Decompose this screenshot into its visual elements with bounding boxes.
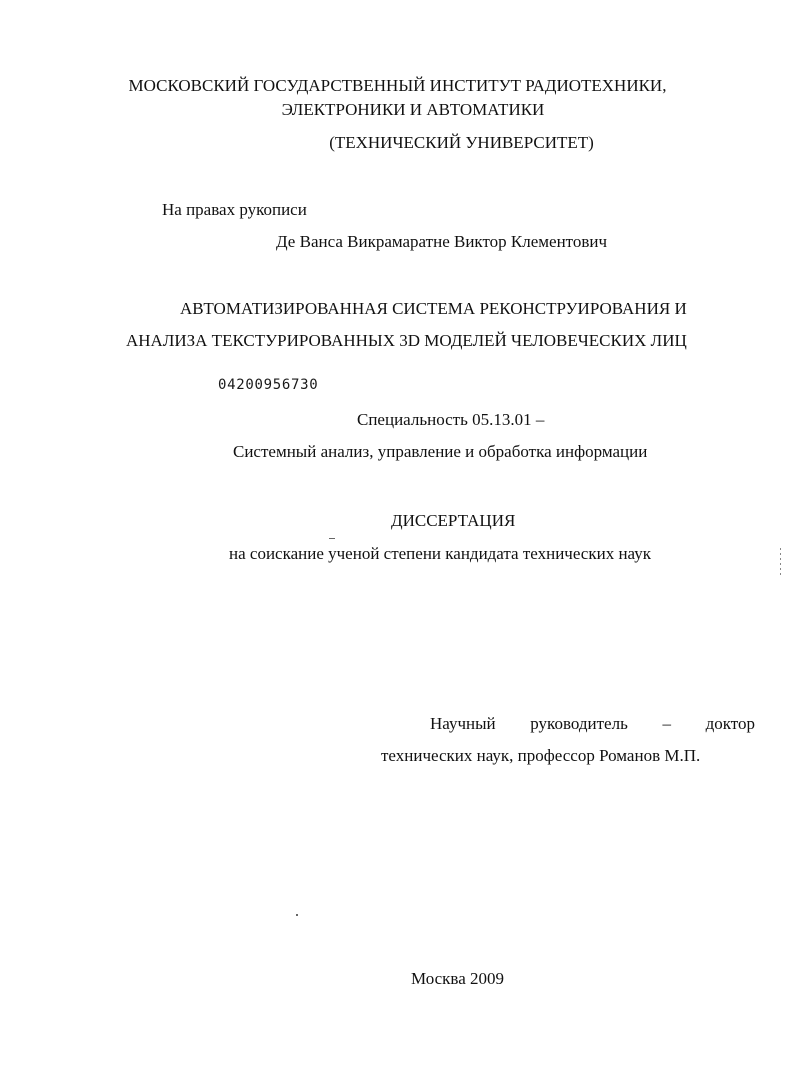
scan-speck xyxy=(329,538,335,539)
degree-statement: на соискание ученой степени кандидата технических наук xyxy=(229,544,652,563)
document-type: ДИССЕРТАЦИЯ xyxy=(391,511,516,530)
supervisor-word-1: Научный xyxy=(430,714,496,733)
catalog-number: 04200956730 xyxy=(218,377,319,393)
supervisor-dash: – xyxy=(662,714,671,733)
institute-name-line-1: МОСКОВСКИЙ ГОСУДАРСТВЕННЫЙ ИНСТИТУТ РАДИОТЕХНИКИ, xyxy=(128,76,667,95)
dissertation-title-line-2: АНАЛИЗА ТЕКСТУРИРОВАННЫХ 3D МОДЕЛЕЙ ЧЕЛОВЕЧЕСКИХ ЛИЦ xyxy=(126,331,687,350)
specialty-description: Системный анализ, управление и обработка информации xyxy=(233,442,648,461)
scan-speck xyxy=(296,914,298,916)
institute-name-line-3: (ТЕХНИЧЕСКИЙ УНИВЕРСИТЕТ) xyxy=(329,133,594,152)
city-year: Москва 2009 xyxy=(411,969,505,988)
supervisor-word-4: доктор xyxy=(705,714,755,733)
manuscript-note: На правах рукописи xyxy=(162,200,307,219)
supervisor-line-1 xyxy=(430,715,755,732)
supervisor-line-2: технических наук, профессор Романов М.П. xyxy=(381,746,701,765)
scan-edge-mark xyxy=(780,548,781,576)
supervisor-word-2: руководитель xyxy=(530,714,628,733)
specialty-code: Специальность 05.13.01 – xyxy=(357,410,545,429)
institute-name-line-2: ЭЛЕКТРОНИКИ И АВТОМАТИКИ xyxy=(281,100,545,119)
dissertation-title-line-1: АВТОМАТИЗИРОВАННАЯ СИСТЕМА РЕКОНСТРУИРОВАНИЯ И xyxy=(180,299,687,318)
author-name: Де Ванса Викрамаратне Виктор Клементович xyxy=(276,232,608,251)
